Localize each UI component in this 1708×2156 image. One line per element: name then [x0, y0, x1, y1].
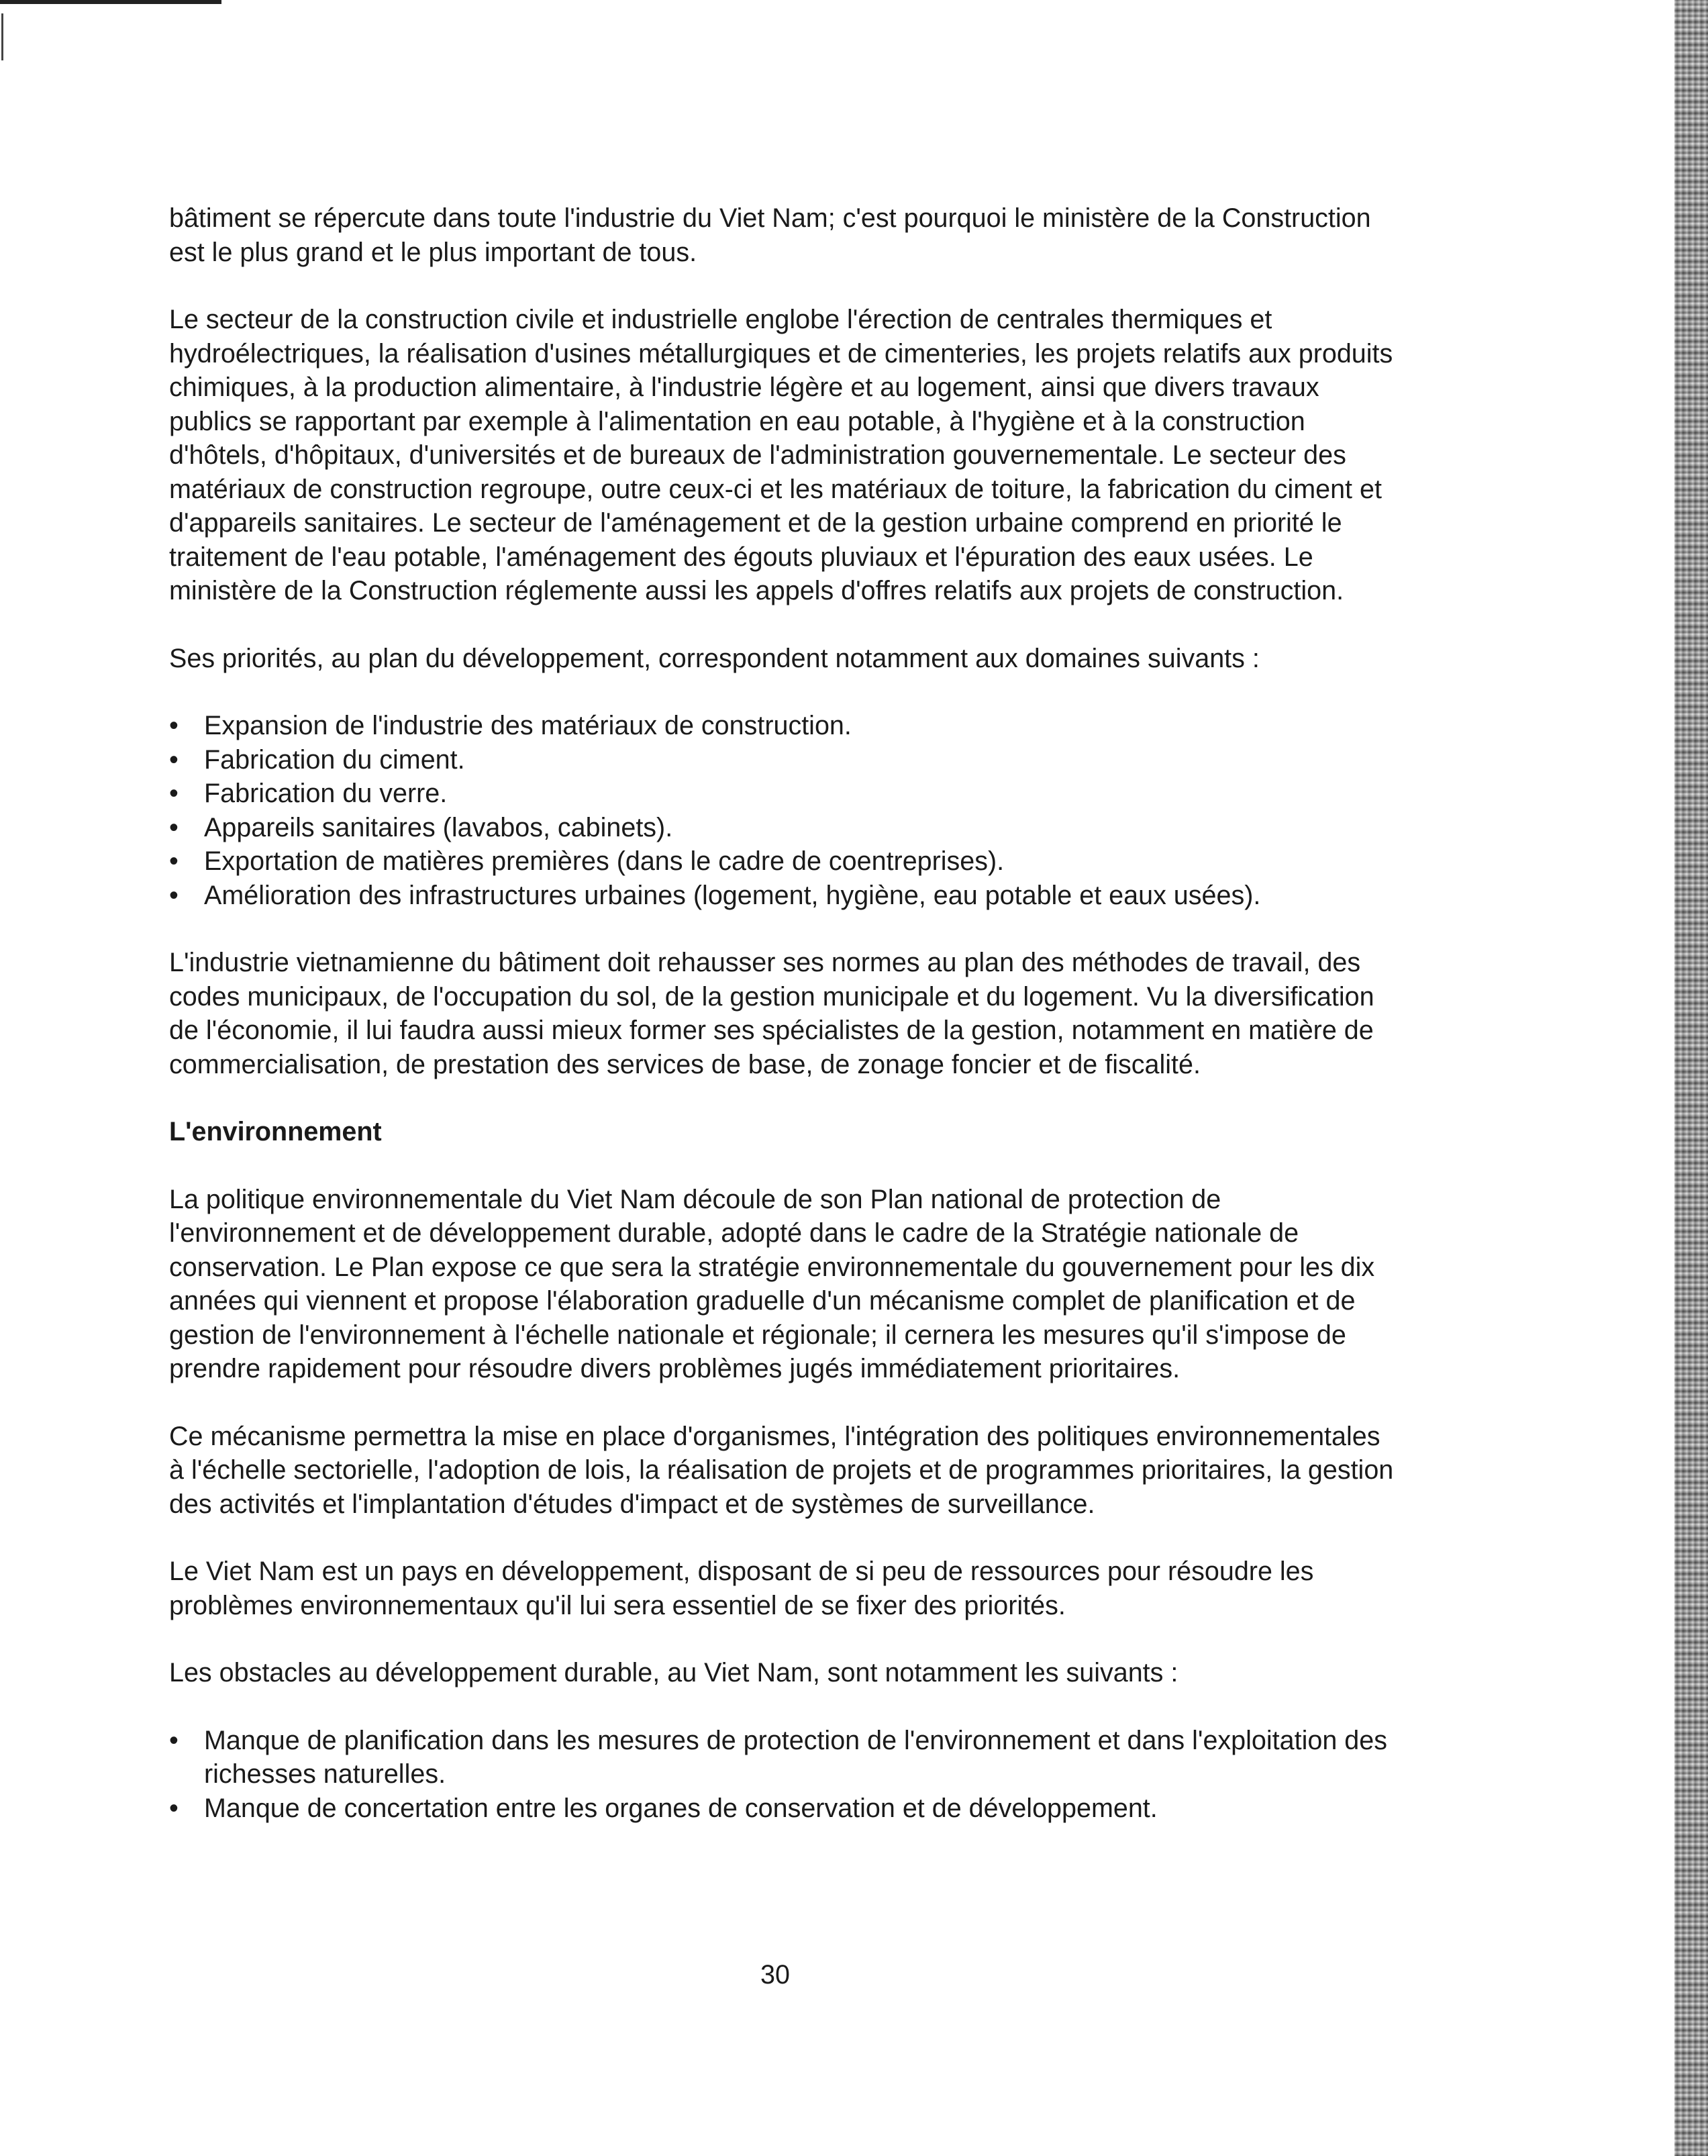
paragraph-mechanism: Ce mécanisme permettra la mise en place d'organismes, l'intégration des politiques environnementales à l'échelle sectorielle, l'adoption de lois, la réalisation de projets et de programmes prioritaires, la gestion des activités et l'implantation d'études d'impact et de systèmes de surveillance.	[169, 1421, 1394, 1519]
paragraph-construction-ministry: bâtiment se répercute dans toute l'industrie du Viet Nam; c'est pourquoi le ministère de la Construction est le plus grand et le plus important de tous.	[169, 203, 1371, 267]
bullet-icon: •	[169, 812, 179, 842]
list-item	[169, 709, 1397, 743]
list-item-text: Fabrication du verre.	[204, 779, 448, 808]
paragraph-construction-sectors: Le secteur de la construction civile et industrielle englobe l'érection de centrales thermiques et hydroélectriques, la réalisation d'usines métallurgiques et de cimenteries, les projets relatifs aux produits chimiques, à la production alimentaire, à l'industrie légère et au logement, ainsi que divers travaux publics se rapportant par exemple à l'alimentation en eau potable, à l'hygiène et à la construction d'hôtels, d'hôpitaux, d'universités et de bureaux de l'administration gouvernementale. Le secteur des matériaux de construction regroupe, outre ceux-ci et les matériaux de toiture, la fabrication du ciment et d'appareils sanitaires. Le secteur de l'aménagement et de la gestion urbaine comprend en priorité le traitement de l'eau potable, l'aménagement des égouts pluviaux et l'épuration des eaux usées. Le ministère de la Construction réglemente aussi les appels d'offres relatifs aux projets de construction.	[169, 305, 1393, 605]
paragraph-environment-policy: La politique environnementale du Viet Nam découle de son Plan national de protection de l'environnement et de développement durable, adopté dans le cadre de la Stratégie nationale de conservation. Le Plan expose ce que sera la stratégie environnementale du gouvernement pour les dix années qui viennent et propose l'élaboration graduelle d'un mécanisme complet de planification et de gestion de l'environnement à l'échelle nationale et régionale; il cernera les mesures qu'il s'impose de prendre rapidement pour résoudre divers problèmes jugés immédiatement prioritaires.	[169, 1184, 1375, 1383]
list-item	[169, 879, 1397, 913]
list-item-text: Manque de planification dans les mesures de protection de l'environnement et dans l'exploitation des richesses naturelles.	[204, 1725, 1387, 1789]
bullet-icon: •	[169, 779, 179, 808]
bullet-icon: •	[169, 1793, 179, 1823]
page-number: 30	[760, 1960, 790, 1990]
bullet-icon: •	[169, 880, 179, 910]
paragraph-priorities-intro: Ses priorités, au plan du développement, correspondent notamment aux domaines suivants :	[169, 643, 1260, 673]
list-item-text: Fabrication du ciment.	[204, 744, 465, 775]
scan-binding-edge	[1674, 0, 1708, 2156]
scan-top-rule	[0, 0, 221, 4]
list-item	[169, 1724, 1397, 1792]
list-item-text: Exportation de matières premières (dans le cadre de coentreprises).	[204, 846, 1005, 876]
list-item-text: Appareils sanitaires (lavabos, cabinets).	[204, 812, 673, 842]
scan-left-mark	[1, 13, 3, 60]
list-item	[169, 743, 1397, 777]
list-item-text: Amélioration des infrastructures urbaines (logement, hygiène, eau potable et eaux usées).	[204, 880, 1261, 910]
paragraph-developing-country: Le Viet Nam est un pays en développement, disposant de si peu de ressources pour résoudre les problèmes environnementaux qu'il lui sera essentiel de se fixer des priorités.	[169, 1557, 1314, 1620]
bullet-icon: •	[169, 846, 179, 876]
paragraph-obstacles-intro: Les obstacles au développement durable, au Viet Nam, sont notamment les suivants :	[169, 1658, 1178, 1687]
bullet-icon: •	[169, 744, 179, 775]
list-item	[169, 811, 1397, 845]
bullet-icon: •	[169, 1725, 179, 1755]
bullet-icon: •	[169, 711, 179, 740]
list-item-text: Expansion de l'industrie des matériaux de construction.	[204, 711, 852, 740]
list-item	[169, 844, 1397, 879]
list-item	[169, 777, 1397, 811]
paragraph-standards: L'industrie vietnamienne du bâtiment doit rehausser ses normes au plan des méthodes de travail, des codes municipaux, de l'occupation du sol, de la gestion municipale et du logement. Vu la diversification de l'économie, il lui faudra aussi mieux former ses spécialistes de la gestion, notamment en matière de commercialisation, de prestation des services de base, de zonage foncier et de fiscalité.	[169, 948, 1374, 1079]
list-item	[169, 1792, 1397, 1826]
list-item-text: Manque de concertation entre les organes de conservation et de développement.	[204, 1793, 1158, 1823]
section-heading-environment: L'environnement	[169, 1117, 382, 1146]
document-body	[169, 201, 1397, 1859]
obstacles-list	[169, 1724, 1397, 1826]
priorities-list	[169, 709, 1397, 912]
